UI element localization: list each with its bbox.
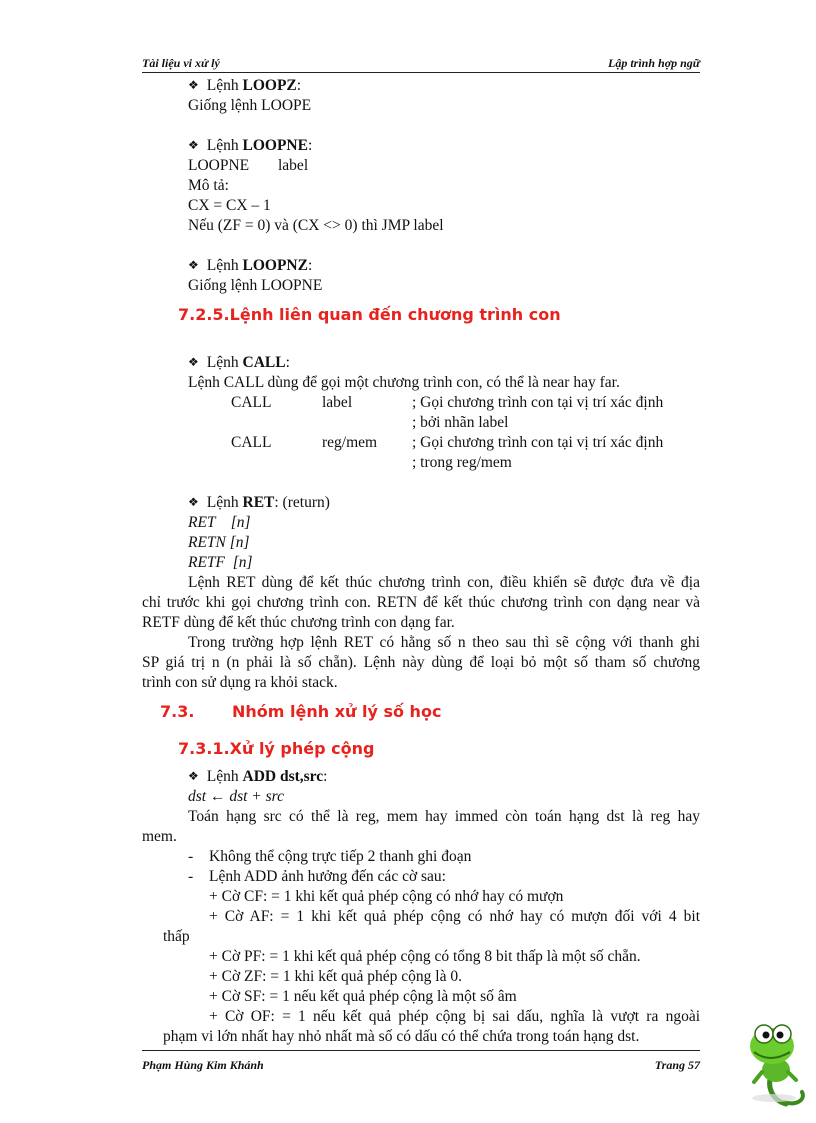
- ret-paragraph-line: trình con sử dụng ra khỏi stack.: [142, 674, 338, 691]
- instr-name: LOOPNZ: [242, 257, 308, 274]
- loopne-syntax-arg: label: [278, 157, 309, 174]
- section-number: 7.2.5.: [178, 305, 230, 324]
- call-row-comment: ; Gọi chương trình con tại vị trí xác định: [412, 394, 664, 411]
- add-dash-item: Không thể cộng trực tiếp 2 thanh ghi đoạn: [209, 848, 472, 865]
- colon: :: [307, 257, 313, 274]
- lenh-label: Lệnh: [206, 257, 243, 274]
- section-title: Xử lý phép cộng: [229, 739, 375, 758]
- instr-name: LOOPNE: [242, 137, 308, 154]
- ret-form: RET [n]: [188, 514, 251, 531]
- footer-page-number: Trang 57: [654, 1058, 700, 1072]
- instr-name: ADD dst,src: [242, 768, 324, 785]
- call-row-arg: label: [322, 394, 353, 411]
- add-flag-line: thấp: [163, 928, 190, 945]
- loopne-mota: Mô tả:: [188, 177, 229, 194]
- colon: :: [285, 354, 290, 371]
- add-dash-item: Lệnh ADD ảnh hưởng đến các cờ sau:: [209, 868, 446, 885]
- instr-name: CALL: [242, 354, 286, 371]
- add-paragraph-line: Toán hạng src có thể là reg, mem hay immed còn toán hạng dst là reg hay: [188, 808, 700, 825]
- loopne-syntax-op: LOOPNE: [188, 157, 250, 174]
- loopnz-desc: Giống lệnh LOOPNE: [188, 277, 323, 294]
- ret-form: RETF [n]: [188, 554, 253, 571]
- add-flag-line: + Cờ ZF: = 1 khi kết quả phép cộng là 0.: [209, 968, 462, 985]
- ret-paragraph-line: SP giá trị n (n phải là số chẵn). Lệnh này dùng để loại bỏ một số tham số chương: [142, 654, 700, 671]
- ret-paragraph-line: chỉ trước khi gọi chương trình con. RETN để kết thúc chương trình con dạng near và: [142, 594, 700, 611]
- section-number: 7.3.: [160, 702, 195, 721]
- colon: :: [296, 77, 302, 94]
- footer-rule: [142, 1050, 700, 1051]
- lenh-label: Lệnh: [206, 494, 243, 511]
- section-7-3-title: Nhóm lệnh xử lý số học: [232, 702, 442, 721]
- footer-author: Phạm Hùng Kim Khánh: [142, 1058, 264, 1072]
- add-formula: dst ← dst + src: [188, 788, 285, 805]
- add-flag-line: + Cờ AF: = 1 khi kết quả phép cộng có nhớ hay có mượn đối với 4 bit: [209, 908, 700, 925]
- section-7-3-heading: [160, 702, 194, 721]
- loopne-cond: Nếu (ZF = 0) và (CX <> 0) thì JMP label: [188, 217, 444, 234]
- ret-heading: [188, 493, 330, 513]
- loopz-heading: [188, 76, 301, 96]
- call-row-op: CALL: [231, 394, 272, 411]
- add-heading: [188, 767, 327, 787]
- lenh-label: Lệnh: [206, 77, 243, 94]
- call-row-comment-2: ; bởi nhãn label: [412, 414, 509, 431]
- ret-paragraph-line: Trong trường hợp lệnh RET có hằng số n theo sau thì sẽ cộng với thanh ghi: [188, 634, 700, 651]
- add-flag-line: + Cờ SF: = 1 nếu kết quả phép cộng là một số âm: [209, 988, 517, 1005]
- call-row-comment: ; Gọi chương trình con tại vị trí xác định: [412, 434, 664, 451]
- lenh-label: Lệnh: [206, 768, 243, 785]
- colon: :: [323, 768, 328, 785]
- loopz-desc: Giống lệnh LOOPE: [188, 97, 312, 114]
- section-number: 7.3.1.: [178, 739, 230, 758]
- add-flag-line: + Cờ PF: = 1 khi kết quả phép cộng có tổng 8 bit thấp là một số chẵn.: [209, 948, 641, 965]
- dash-bullet: -: [188, 848, 194, 865]
- ret-suffix: : (return): [274, 494, 330, 511]
- ret-paragraph-line: RETF dùng để kết thúc chương trình con dạng far.: [142, 614, 455, 631]
- header-left: Tài liệu vi xử lý: [142, 56, 220, 70]
- add-flag-line: + Cờ CF: = 1 khi kết quả phép cộng có nhớ hay có mượn: [209, 888, 564, 905]
- section-7-3-1-heading: [178, 739, 374, 758]
- ret-paragraph-line: Lệnh RET dùng để kết thúc chương trình con, điều khiển sẽ được đưa về địa: [188, 574, 700, 591]
- header-rule: [142, 72, 700, 73]
- instr-name: LOOPZ: [242, 77, 297, 94]
- section-7-2-5-heading: [178, 305, 561, 324]
- lenh-label: Lệnh: [206, 137, 243, 154]
- colon: :: [307, 137, 313, 154]
- lizard-mascot-icon: [736, 1012, 812, 1108]
- header-right: Lập trình hợp ngữ: [608, 56, 700, 70]
- call-heading: [188, 353, 290, 373]
- call-row-comment-2: ; trong reg/mem: [412, 454, 512, 471]
- add-flag-line: phạm vi lớn nhất hay nhỏ nhất mà số có dấu có thể chứa trong toán hạng dst.: [163, 1028, 640, 1045]
- instr-name: RET: [242, 494, 275, 511]
- call-row-arg: reg/mem: [322, 434, 378, 451]
- add-paragraph-line: mem.: [142, 828, 177, 845]
- add-flag-line: + Cờ OF: = 1 nếu kết quả phép cộng bị sai dấu, nghĩa là vượt ra ngoài: [209, 1008, 700, 1025]
- call-row-op: CALL: [231, 434, 272, 451]
- loopnz-heading: [188, 256, 312, 276]
- lenh-label: Lệnh: [206, 354, 243, 371]
- section-title: Lệnh liên quan đến chương trình con: [229, 305, 561, 324]
- ret-form: RETN [n]: [188, 534, 250, 551]
- call-desc: Lệnh CALL dùng để gọi một chương trình con, có thể là near hay far.: [188, 374, 620, 391]
- dash-bullet: -: [188, 868, 194, 885]
- loopne-cx: CX = CX – 1: [188, 197, 271, 214]
- loopne-heading: [188, 136, 312, 156]
